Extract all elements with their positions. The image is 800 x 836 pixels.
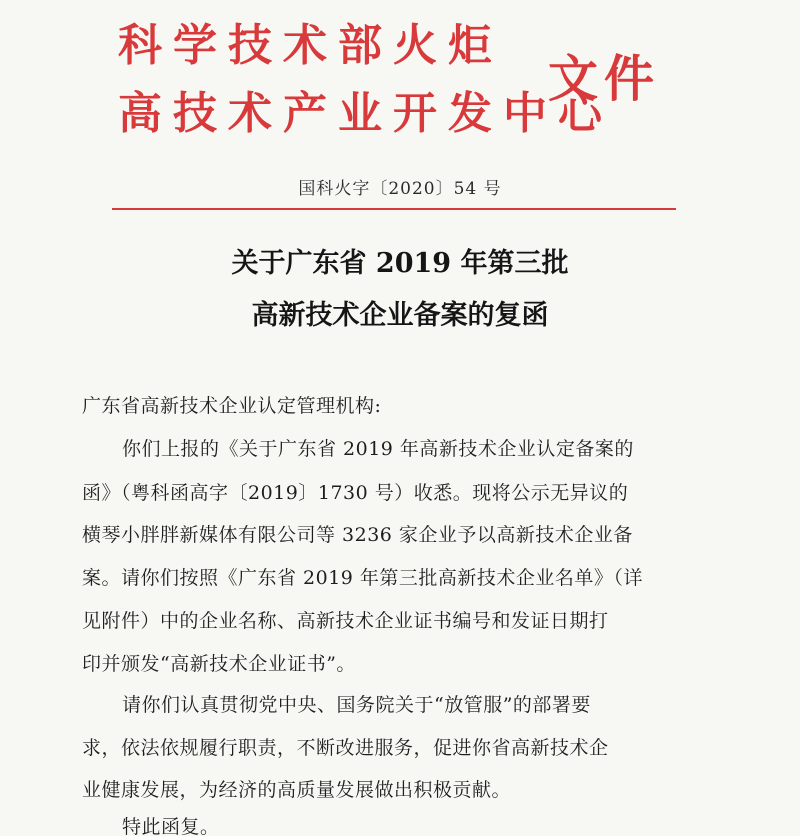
body-line-9: 业健康发展，为经济的高质量发展做出积极贡献。 bbox=[82, 779, 512, 801]
body-line-2: 函》（粤科函高字〔2019〕1730 号）收悉。现将公示无异议的 bbox=[82, 482, 629, 504]
body-line-7: 请你们认真贯彻党中央、国务院关于“放管服”的部署要 bbox=[122, 694, 591, 716]
issuing-organization-line-1: 科学技术部火炬 bbox=[118, 20, 503, 71]
document-title-line-1: 关于广东省 2019 年第三批 bbox=[231, 248, 569, 279]
document-title-line-2: 高新技术企业备案的复函 bbox=[251, 300, 549, 331]
body-line-1: 你们上报的《关于广东省 2019 年高新技术企业认定备案的 bbox=[122, 438, 634, 460]
body-line-5: 见附件）中的企业名称、高新技术企业证书编号和发证日期打 bbox=[82, 610, 609, 632]
body-line-6: 印并颁发“高新技术企业证书”。 bbox=[82, 653, 356, 675]
body-line-8: 求，依法依规履行职责，不断改进服务，促进你省高新技术企 bbox=[82, 737, 609, 759]
body-line-4: 案。请你们按照《广东省 2019 年第三批高新技术企业名单》（详 bbox=[82, 567, 643, 589]
issuing-organization-line-2: 高技术产业开发中心 bbox=[118, 88, 613, 139]
closing-line: 特此函复。 bbox=[122, 816, 220, 836]
body-line-3: 横琴小胖胖新媒体有限公司等 3236 家企业予以高新技术企业备 bbox=[82, 524, 633, 546]
document-number: 国科火字〔2020〕54 号 bbox=[298, 179, 502, 199]
document-type-label: 文件 bbox=[548, 49, 660, 108]
letterhead-divider bbox=[112, 208, 676, 210]
salutation: 广东省高新技术企业认定管理机构: bbox=[82, 395, 382, 417]
